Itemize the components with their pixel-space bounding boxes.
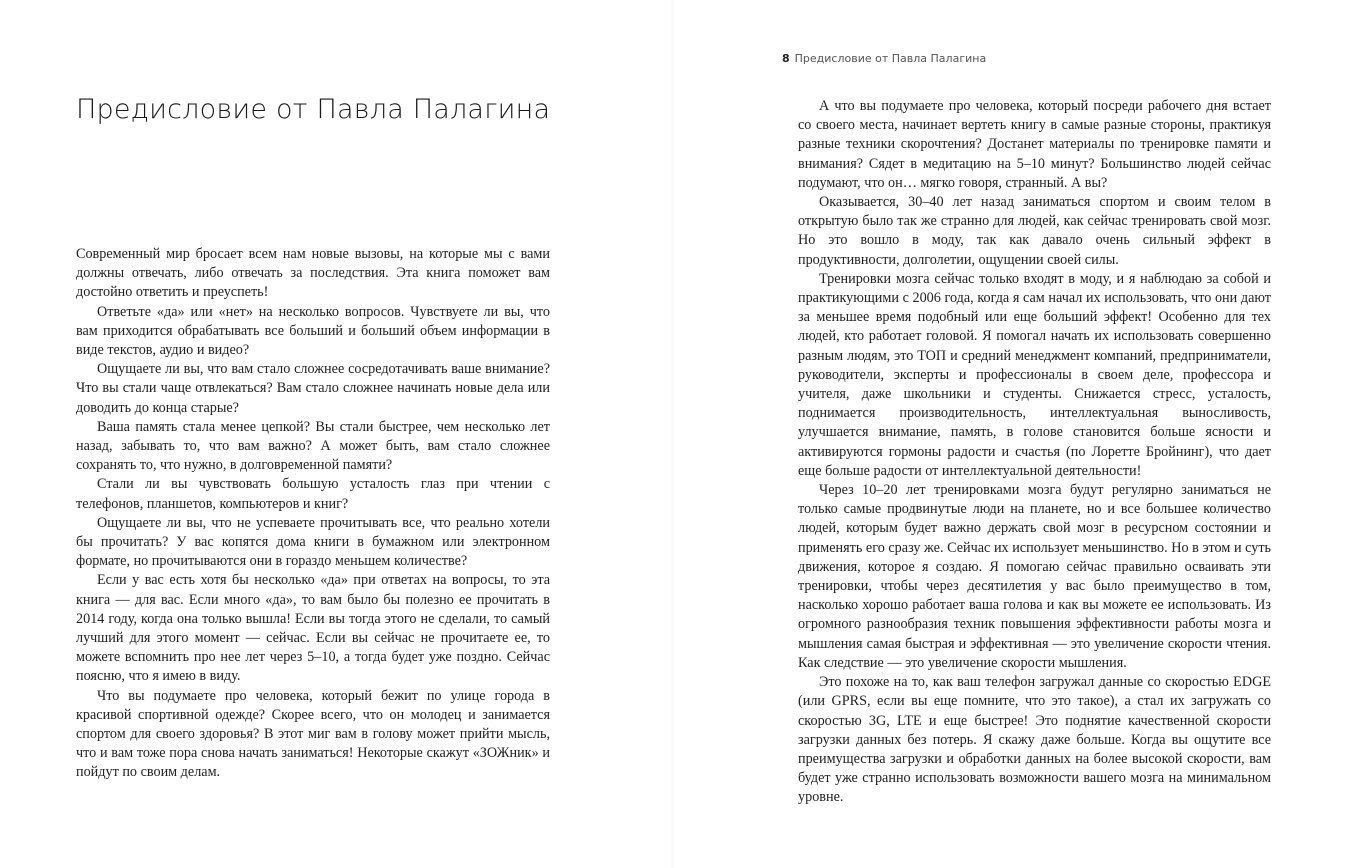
- paragraph: Ответьте «да» или «нет» на несколько вопросов. Чувствуете ли вы, что вам приходится обрабатывать все больший и больший объем информации в виде текстов, аудио и видео?: [76, 303, 550, 359]
- paragraph: Тренировки мозга сейчас только входят в моду, и я наблюдаю за собой и практикующими с 2006 года, когда я сам начал их использовать, что они дают за меньшее время подобный или еще больший эффект! Особенно для тех людей, кто работает головой. Я помогал начать их использовать совершенно разным людям, это ТОП и средний менеджмент компаний, предприниматели, руководители, эксперты и профессионалы в своем деле, профессора и учителя, даже школьники и студенты. Снижается стресс, усталость, поднимается производительность, интеллектуальная выносливость, улучшается внимание, память, в голове становится больше ясности и активируются гормоны радости и счастья (по Лоретте Бройнинг), что дает еще больше радости от интеллектуальной деятельности!: [798, 270, 1271, 479]
- page-number: 8: [782, 52, 790, 65]
- running-head: [782, 52, 986, 65]
- running-head-title: Предисловие от Павла Палагина: [794, 52, 987, 65]
- left-page-body: [76, 245, 550, 783]
- chapter-title: Предисловие от Павла Палагина: [76, 94, 551, 125]
- paragraph: Это похоже на то, как ваш телефон загружал данные со скоростью EDGE (или GPRS, если вы еще помните, что это такое), а стал их загружать со скоростью 3G, LTE и еще быстрее! Это поднятие качественной скорости загрузки данных без потерь. Я скажу даже больше. Когда вы ощутите все преимущества загрузки и обработки данных на более высокой скорости, вам будет уже странно использовать возможности вашего мозга на минимальном уровне.: [798, 674, 1271, 806]
- paragraph: Ваша память стала менее цепкой? Вы стали быстрее, чем несколько лет назад, забывать то, что вам важно? А может быть, вам стало сложнее сохранять то, что нужно, в долговременной памяти?: [76, 418, 550, 474]
- paragraph: Что вы подумаете про человека, который бежит по улице города в красивой спортивной одежде? Скорее всего, что он молодец и занимается спортом для своего здоровья? В этот миг вам в голову может прийти мысль, что и вам тоже пора снова начать заниматься! Некоторые скажут «ЗОЖник» и пойдут по своим делам.: [76, 687, 550, 781]
- paragraph: А что вы подумаете про человека, который посреди рабочего дня встает со своего места, начинает вертеть книгу в самые разные стороны, практикуя разные техники скорочтения? Достанет материалы по тренировке памяти и внимания? Сядет в медитацию на 5–10 минут? Большинство людей сейчас подумают, что он… мягко говоря, странный. А вы?: [798, 98, 1271, 191]
- right-page-body: [798, 97, 1271, 808]
- paragraph: Ощущаете ли вы, что не успеваете прочитывать все, что реально хотели бы прочитать? У вас копятся дома книги в бумажном или электронном формате, но прочитываются они в гораздо меньшем количестве?: [76, 514, 550, 570]
- paragraph: Через 10–20 лет тренировками мозга будут регулярно заниматься не только самые продвинутые люди на планете, но и все большее количество людей, которым будет важно держать свой мозг в ресурсном состоянии и применять его сразу же. Сейчас их использует меньшинство. Но в этом и суть движения, которое я создаю. Я помогаю сейчас правильно осваивать эти тренировки, чтобы через десятилетия у вас было преимущество в том, насколько хорошо работает ваша голова и как вы можете ее использовать. Из огромного разнообразия техник повышения эффективности работы мозга и мышления самая быстрая и эффективная — это увеличение скорости чтения. Как следствие — это увеличение скорости мышления.: [798, 482, 1271, 671]
- paragraph: Стали ли вы чувствовать большую усталость глаз при чтении с телефонов, планшетов, компьютеров и книг?: [76, 476, 550, 512]
- paragraph: Ощущаете ли вы, что вам стало сложнее сосредотачивать ваше внимание? Что вы стали чаще отвлекаться? Вам стало сложнее начинать новые дела или доводить до конца старые?: [76, 361, 550, 416]
- paragraph: Современный мир бросает всем нам новые вызовы, на которые мы с вами должны отвечать, либо отвечать за последствия. Эта книга поможет вам достойно ответить и преуспеть!: [76, 246, 550, 301]
- paragraph: Если у вас есть хотя бы несколько «да» при ответах на вопросы, то эта книга — для вас. Если много «да», то вам было бы полезно ее прочитать в 2014 году, когда она только вышла! Если вы тогда этого не сделали, то самый лучший для этого момент — сейчас. Если вы сейчас не прочитаете ее, то можете вспомнить про нее лет через 5–10, а тогда будет уже поздно. Сейчас поясню, что я имею в виду.: [76, 572, 550, 685]
- paragraph: Оказывается, 30–40 лет назад заниматься спортом и своим телом в открытую было так же странно для людей, как сейчас тренировать свой мозг. Но это вошло в моду, так как давало очень сильный эффект в продуктивности, долголетии, ощущении своей силы.: [798, 194, 1271, 268]
